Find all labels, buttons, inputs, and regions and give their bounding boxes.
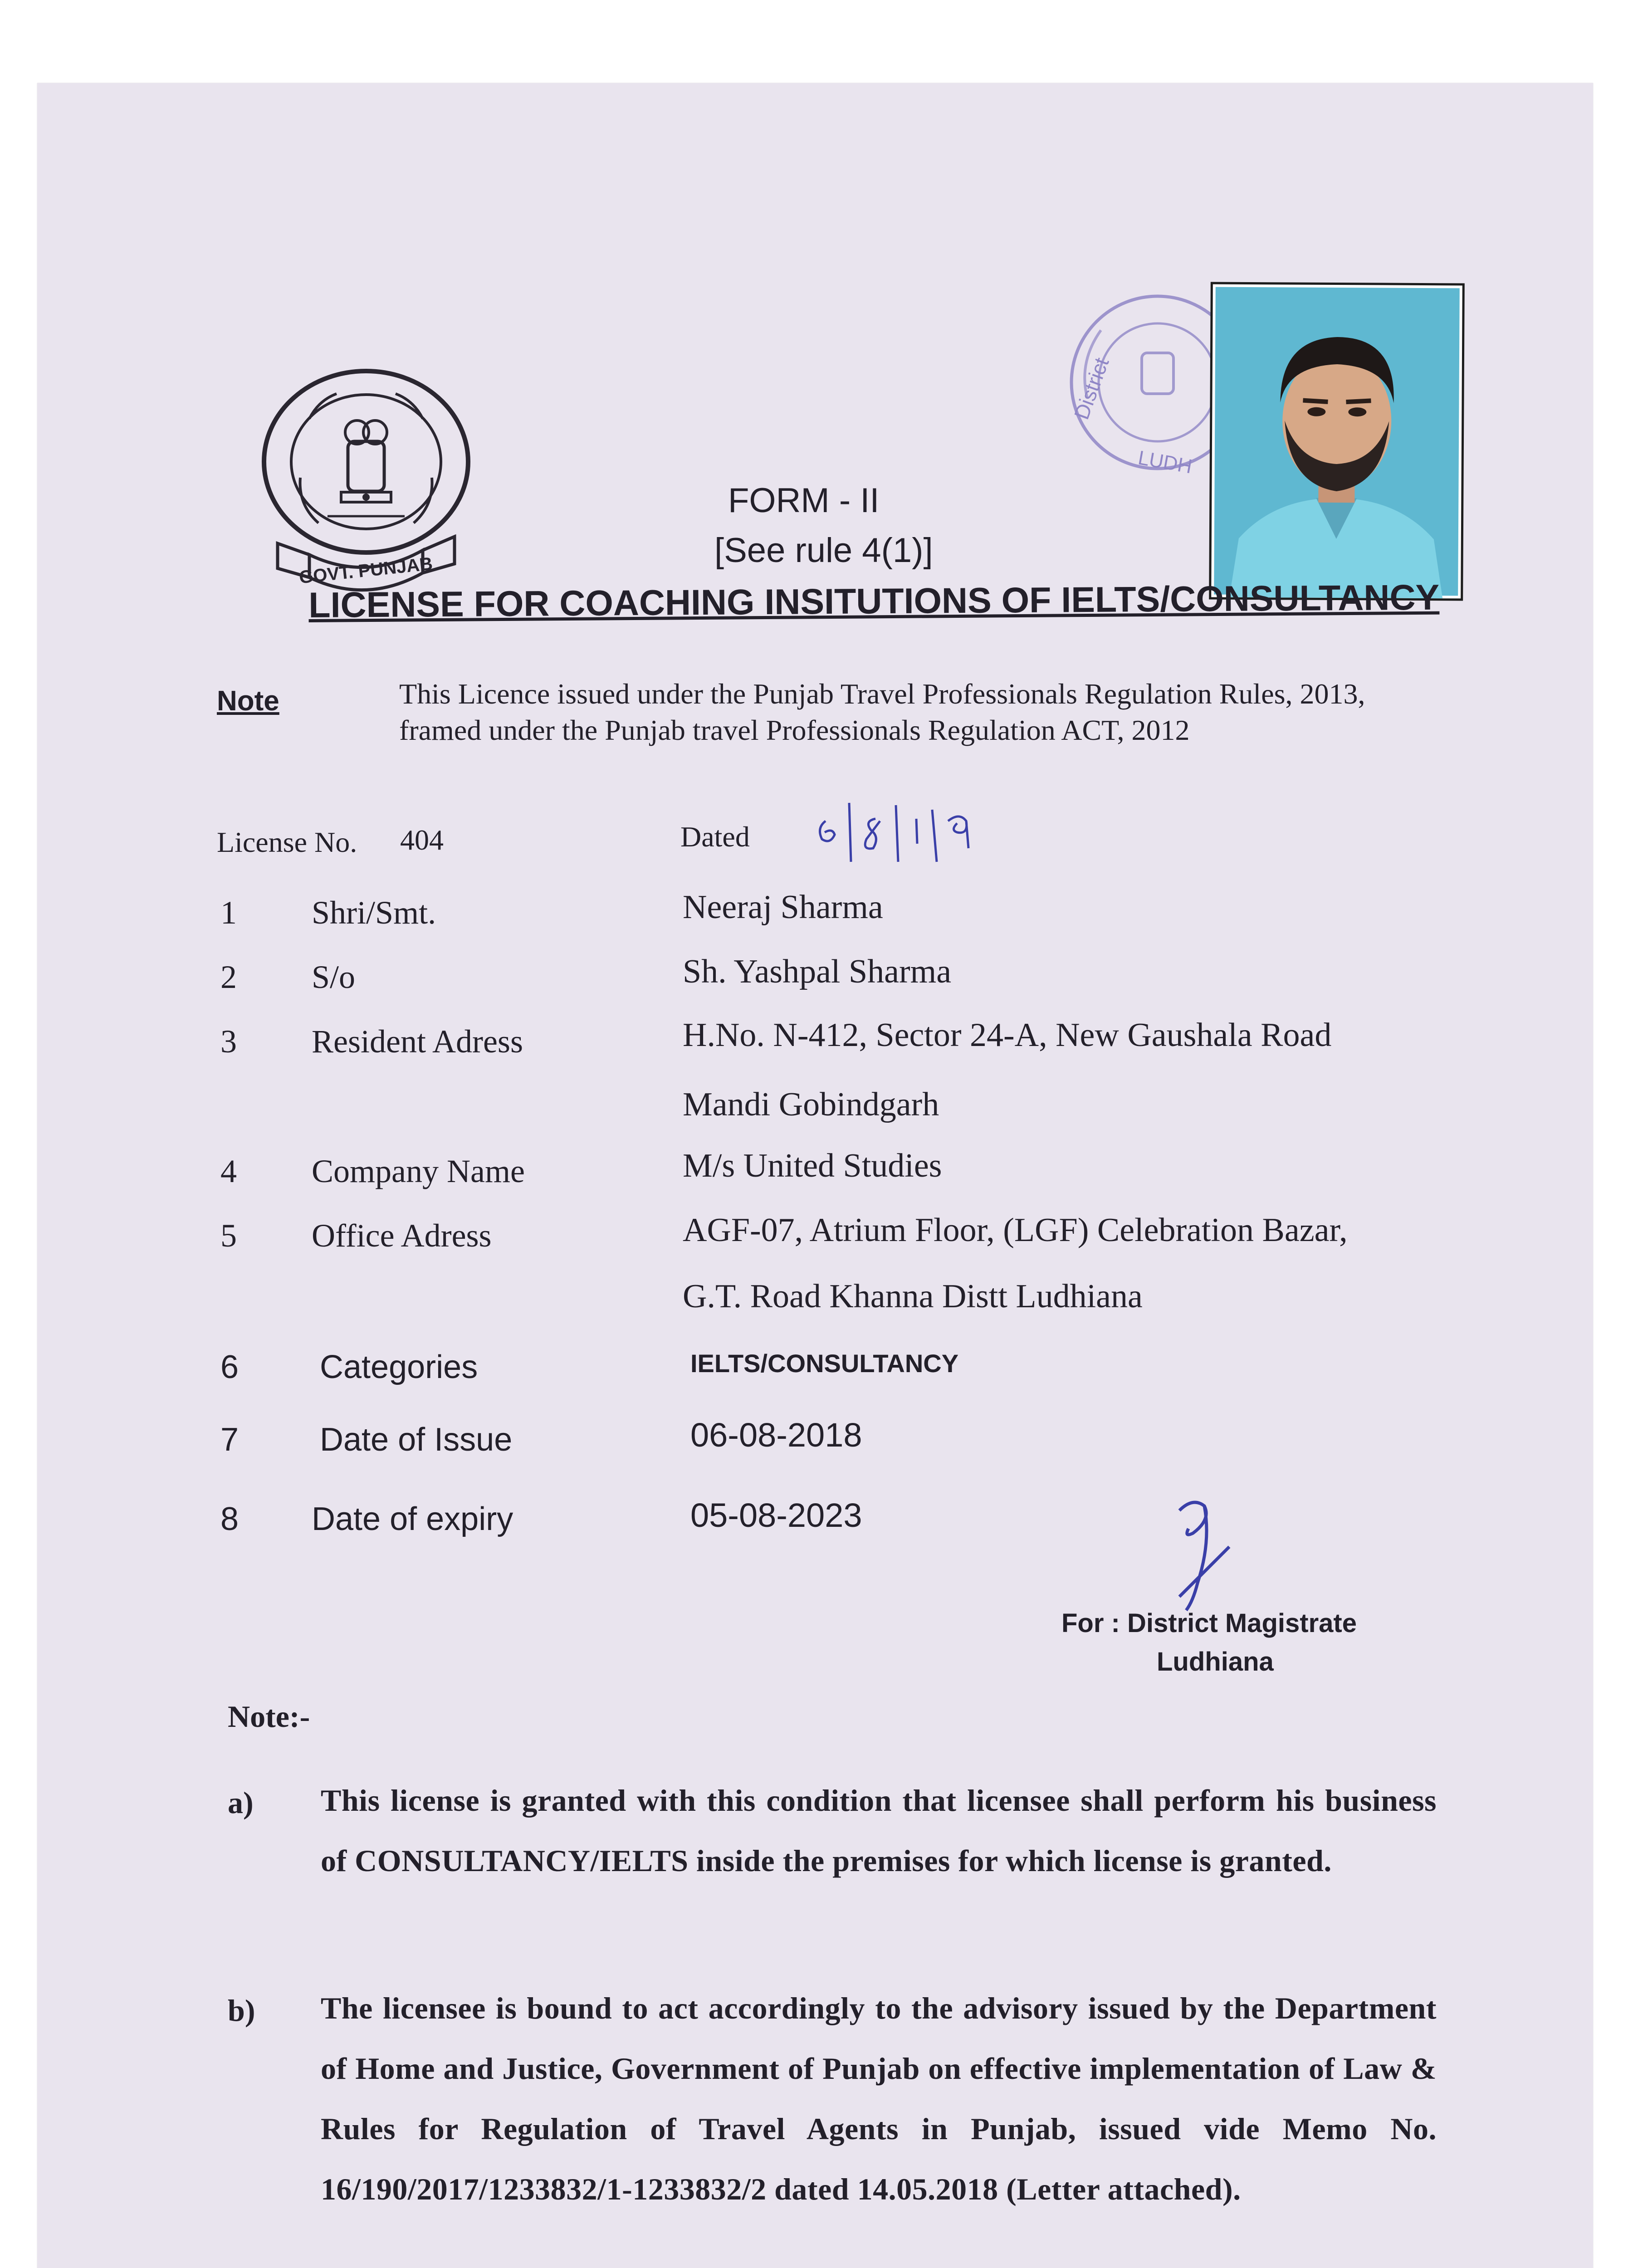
note-item-letter: b) (228, 1993, 255, 2028)
field-value-company-name: M/s United Studies (683, 1147, 942, 1184)
field-number: 5 (220, 1217, 237, 1254)
field-value-relation: Sh. Yashpal Sharma (683, 953, 952, 990)
license-no-label: License No. (217, 826, 357, 858)
field-value-date-of-issue: 06-08-2018 (690, 1416, 862, 1454)
field-number: 3 (220, 1023, 237, 1060)
note-item-b-text: The licensee is bound to act accordingly to the advisory issued by the Department of Home and Justice, Government of Punjab on effective implementation of Law & Rules for Regulation of Travel Agents in Punjab, issued vide Memo No. 16/190/2017/1233832/1-1233832/2 dated 14.05.2018 (Letter attached). (321, 1991, 1437, 2206)
field-label-relation: S/o (312, 959, 356, 995)
svg-text:LUDH: LUDH (1136, 446, 1194, 478)
field-label-date-of-expiry: Date of expiry (312, 1501, 513, 1537)
field-number: 8 (220, 1501, 239, 1537)
handwritten-date (812, 794, 975, 871)
field-number: 7 (220, 1422, 239, 1458)
svg-text:District: District (1069, 354, 1114, 423)
field-value-office-address-line1: AGF-07, Atrium Floor, (LGF) Celebration Bazar, (683, 1212, 1348, 1249)
note-item-letter: a) (228, 1785, 254, 1820)
field-label-company-name: Company Name (312, 1153, 525, 1189)
field-label-date-of-issue: Date of Issue (320, 1422, 513, 1458)
field-value-resident-address-line2: Mandi Gobindgarh (683, 1086, 939, 1123)
svg-text:GOVT. PUNJAB: GOVT. PUNJAB (298, 553, 434, 588)
notes-heading: Note:- (228, 1699, 310, 1734)
field-number: 4 (220, 1153, 237, 1189)
field-number: 2 (220, 959, 237, 995)
applicant-photo-image (1211, 284, 1462, 599)
dated-label: Dated (680, 821, 750, 853)
field-label-name: Shri/Smt. (312, 894, 436, 931)
field-value-office-address-line2: G.T. Road Khanna Distt Ludhiana (683, 1278, 1143, 1315)
field-number: 1 (220, 894, 237, 931)
field-value-categories: IELTS/CONSULTANCY (690, 1349, 959, 1378)
note-label: Note (217, 685, 279, 717)
rule-reference: [See rule 4(1)] (714, 531, 933, 570)
field-value-name: Neeraj Sharma (683, 889, 883, 926)
note-text: This Licence issued under the Punjab Travel Professionals Regulation Rules, 2013, framed under the Punjab travel Professionals Regulation ACT, 2012 (399, 678, 1365, 746)
document-title: LICENSE FOR COACHING INSITUTIONS OF IELTS/CONSULTANCY (308, 577, 1440, 625)
license-document (37, 83, 1593, 2268)
govt-punjab-emblem-icon (250, 364, 486, 605)
field-value-resident-address-line1: H.No. N-412, Sector 24-A, New Gaushala Road (683, 1017, 1332, 1054)
field-number: 6 (220, 1349, 239, 1385)
signatory-designation: For : District Magistrate (1061, 1608, 1357, 1638)
applicant-photo (1209, 282, 1465, 601)
license-no-value: 404 (400, 824, 444, 856)
note-item-a-text: This license is granted with this condition that licensee shall perform his business of CONSULTANCY/IELTS inside the premises for which license is granted. (321, 1783, 1437, 1878)
field-label-office-address: Office Adress (312, 1217, 492, 1254)
signatory-place: Ludhiana (1157, 1647, 1274, 1677)
field-label-resident-address: Resident Adress (312, 1023, 523, 1060)
magistrate-signature (1161, 1492, 1234, 1615)
form-title: FORM - II (728, 481, 880, 520)
field-value-date-of-expiry: 05-08-2023 (690, 1496, 862, 1534)
field-label-categories: Categories (320, 1349, 478, 1385)
